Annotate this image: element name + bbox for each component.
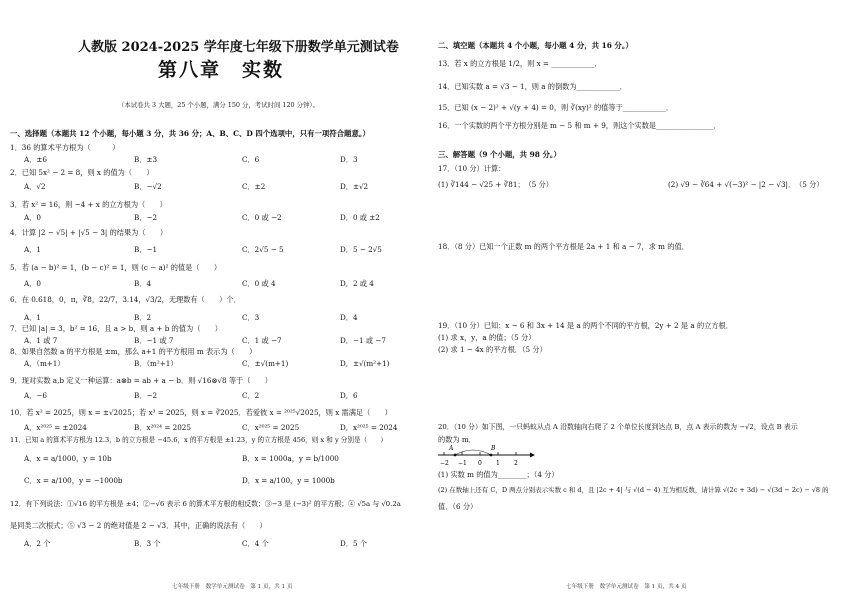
- q9-option-a: A．−6: [24, 391, 47, 400]
- q4-option-d: D．5 − 2√5: [340, 245, 382, 254]
- question-19-part1: (1) 求 x，y，a 的值；（5 分）: [438, 333, 536, 342]
- q12-option-b: B．3 个: [134, 539, 161, 548]
- question-6: 6．在 0.618，0，π，∛8，22/7，3.14，√3/2，无理数有（ ）个．: [10, 295, 241, 304]
- question-5: 5．若 (a − b)² = 1，(b − c)² = 1，则 (c − a)² 的值是（ ）: [10, 263, 222, 272]
- question-20-line2: 的数为 m．: [438, 435, 476, 444]
- tick-label: 1: [496, 460, 500, 467]
- q2-option-b: B．−√2: [134, 182, 162, 191]
- question-14: 14．已知实数 a = √3 − 1，则 a 的倒数为____________．: [438, 82, 627, 91]
- q5-option-d: D．2 或 4: [340, 279, 374, 288]
- q4-option-b: B．−1: [134, 245, 158, 254]
- q6-option-d: D．4: [340, 313, 358, 322]
- q12-option-d: D．5 个: [340, 539, 367, 548]
- section-choice-heading: 一、选择题（本题共 12 个小题，每小题 3 分，共 36 分；A、B、C、D 四个选项中，只有一项符合题意。）: [10, 129, 370, 138]
- question-20-line1: 20．（10 分）如下图，一只蚂蚁从点 A 沿数轴向右爬了 2 个单位长度到达点 B，点 A 表示的数为 −√2，设点 B 表示: [438, 423, 798, 431]
- q11-option-b: B．x = 1000a，y = b/1000: [242, 454, 339, 463]
- q7-option-d: D．−1 或 −7: [340, 336, 386, 345]
- question-7: 7．已知 |a| = 3，b² = 16，且 a > b，则 a + b 的值为（ ）: [10, 324, 222, 333]
- q3-option-c: C．0 或 −2: [242, 213, 282, 222]
- q2-option-c: C．±2: [242, 182, 266, 191]
- q9-option-c: C．2: [242, 391, 260, 400]
- q2-option-a: A．√2: [24, 182, 46, 191]
- q8-option-b: B．（m²+1）: [134, 359, 178, 368]
- q6-option-b: B．2: [134, 313, 152, 322]
- q7-option-a: A．1 或 7: [24, 336, 58, 345]
- q9-option-d: D．6: [340, 391, 358, 400]
- q8-option-d: D．±√(m²+1): [340, 359, 390, 368]
- question-18: 18．（8 分）已知一个正数 m 的两个平方根是 2a + 1 和 a − 7，求 m 的值．: [438, 242, 689, 251]
- question-3: 3．若 x² = 16，则 −4 + x 的立方根为（ ）: [10, 200, 167, 209]
- question-4: 4．计算 |2 − √5| + |√5 − 3| 的结果为（ ）: [10, 228, 168, 237]
- q7-option-b: B．−1 或 7: [134, 336, 174, 345]
- question-20-part1: (1) 实数 m 的值为________；（4 分）: [438, 470, 559, 479]
- q3-option-a: A．0: [24, 213, 41, 222]
- question-17: 17．（10 分）计算：: [438, 164, 506, 173]
- q8-option-c: C．±√(m+1): [242, 359, 289, 368]
- left-footer: 七年级下册 数学单元测试卷 第 1 页，共 1 页: [172, 584, 293, 590]
- question-17-part2: (2) √9 − ∛64 + √(−3)² − |2 − √3|． （5 分）: [668, 180, 824, 189]
- question-20-part2: (2) 在数轴上还有 C，D 两点分别表示实数 c 和 d，且 |2c + 4| 与 √(d − 4) 互为相反数，请计算 √(2c + 3d) − √(3d − 2c) − √8 的: [438, 486, 829, 494]
- point-b-label: B: [491, 445, 496, 452]
- q1-option-d: D．3: [340, 155, 358, 164]
- q1-option-a: A．±6: [24, 155, 47, 164]
- exam-title: 人教版 2024-2025 学年度七年级下册数学单元测试卷: [78, 40, 399, 55]
- section-answer-heading: 三、解答题（9 个小题，共 98 分。）: [438, 150, 561, 159]
- question-1: 1．36 的算术平方根为（ ）: [10, 143, 120, 152]
- question-10: 10．若 x² = 2025，则 x = ±√2025；若 x³ = 2025，则 x = ∛2025．若爱彼 x = ²⁰²⁵√2025，则 x 需满足（ ）: [10, 408, 392, 417]
- q8-option-a: A．（m+1）: [24, 359, 65, 368]
- question-20-part2-end: 值．（6 分）: [438, 502, 478, 511]
- question-12-line2: 是同类二次根式；⑤ √3 − 2 的绝对值是 2 − √3．其中，正确的说法有（ ）: [10, 521, 267, 530]
- q6-option-c: C．3: [242, 313, 260, 322]
- section-fill-heading: 二、填空题（本题共 4 个小题，每小题 4 分，共 16 分。）: [438, 41, 633, 50]
- q3-option-d: D．0 或 ±2: [340, 213, 380, 222]
- q1-option-b: B．±3: [134, 155, 158, 164]
- q9-option-b: B．−2: [134, 391, 158, 400]
- question-11: 11．已知 a 的算术平方根为 12.3，b 的立方根是 −45.6，x 的平方根是 ±1.23，y 的立方根是 456，则 x 和 y 分别是（ ）: [10, 436, 387, 444]
- right-footer: 七年级下册 数学单元测试卷 第 1 页，共 4 页: [566, 584, 687, 590]
- question-8: 8．如果自然数 a 的平方根是 ±m，那么 a+1 的平方根用 m 表示为（ ）: [10, 347, 257, 356]
- point-a-label: A: [449, 445, 454, 452]
- question-2: 2．已知 5x² − 2 = 8，则 x 的值为（ ）: [10, 168, 154, 177]
- q10-option-a: A．x²⁰²⁵ = ±2024: [24, 423, 87, 432]
- question-16: 16．一个实数的两个平方根分别是 m − 5 和 m + 9，则这个实数是________________．: [438, 121, 721, 130]
- question-17-part1: (1) ∛144 − √25 + ∛81； （5 分）: [438, 180, 553, 189]
- q11-option-a: A．x = a/1000，y = 10b: [24, 454, 112, 463]
- tick-label: 0: [478, 460, 482, 467]
- tick-label: 2: [514, 460, 518, 467]
- exam-note: （本试卷共 3 大题，25 个小题，满分 150 分，考试时间 120 分钟）。: [118, 101, 319, 109]
- q2-option-d: D．±√2: [340, 182, 369, 191]
- q11-option-d: D．x = a/100，y = 1000b: [242, 476, 335, 485]
- tick-label: −2: [440, 460, 449, 467]
- q4-option-a: A．1: [24, 245, 41, 254]
- q10-option-c: C．x²⁰²⁵ = 2025: [242, 423, 300, 432]
- q1-option-c: C．6: [242, 155, 260, 164]
- q11-option-c: C．x = a/100，y = −1000b: [24, 476, 123, 485]
- chapter-title: 第八章 实数: [158, 59, 285, 81]
- q5-option-b: B．4: [134, 279, 152, 288]
- q10-option-d: D．x²⁰²⁵ = 2024: [340, 423, 398, 432]
- number-line: [436, 443, 536, 469]
- q4-option-c: C．2√5 − 5: [242, 245, 284, 254]
- q5-option-c: C．0 或 4: [242, 279, 276, 288]
- q10-option-b: B．x²⁰²⁴ = 2025: [134, 423, 191, 432]
- q6-option-a: A．1: [24, 313, 41, 322]
- q12-option-c: C．4 个: [242, 539, 269, 548]
- q5-option-a: A．0: [24, 279, 41, 288]
- tick-label: −1: [458, 460, 467, 467]
- question-19: 19．（10 分）已知：x − 6 和 3x + 14 是 a 的两个不同的平方根，2y + 2 是 a 的立方根．: [438, 321, 733, 330]
- question-9: 9．现对实数 a,b 定义一种运算：a⊗b = ab + a − b．则 √16⊗√8 等于（ ）: [10, 376, 272, 385]
- q7-option-c: C．1 或 −7: [242, 336, 282, 345]
- question-12-line1: 12．有下列说法：①√16 的平方根是 ±4；②−√6 表示 6 的算术平方根的相反数；③−3 是 (−3)² 的平方根；④ √5a 与 √0.2a: [10, 500, 401, 508]
- question-19-part2: (2) 求 1 − 4x 的平方根．（5 分）: [438, 345, 547, 354]
- q3-option-b: B．−2: [134, 213, 158, 222]
- question-15: 15．已知 (x − 2)² + √(y + 4) = 0，则 ∛(xy)² 的值等于____________．: [438, 103, 674, 112]
- q12-option-a: A．2 个: [24, 539, 51, 548]
- question-13: 13．若 x 的立方根是 1/2，则 x = ____________．: [438, 59, 602, 68]
